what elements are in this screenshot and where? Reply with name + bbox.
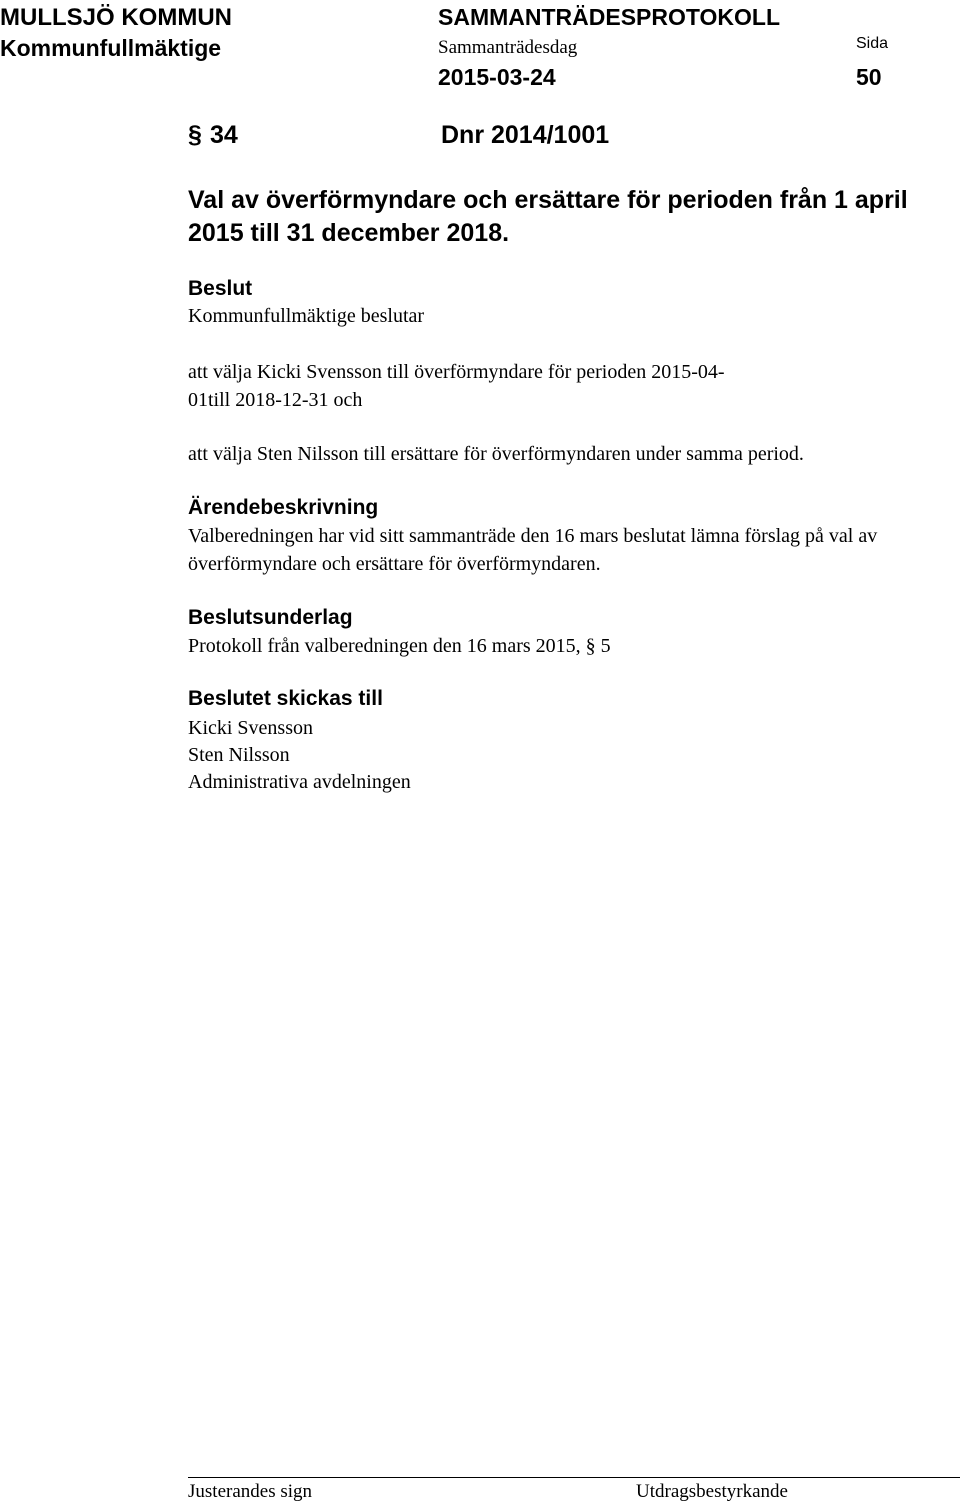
paragraph-sign: § [188,121,202,149]
recipients-heading: Beslutet skickas till [188,687,383,710]
meeting-date: 2015-03-24 [438,64,556,90]
description-heading: Ärendebeskrivning [188,496,379,519]
recipient-item: Administrativa avdelningen [188,771,411,793]
recipient-item: Sten Nilsson [188,744,290,766]
paragraph-number: 34 [210,121,238,149]
footer-certification-label: Utdragsbestyrkande [636,1481,788,1502]
description-text: Valberedningen har vid sitt sammanträde den 16 mars beslutat lämna förslag på val av överförmyndare och ersättare för överförmyndaren. [188,525,878,575]
decision-point-2: att välja Sten Nilsson till ersättare för överförmyndaren under samma period. [188,443,804,465]
dnr-number: Dnr 2014/1001 [441,121,610,149]
recipient-item: Kicki Svensson [188,717,313,739]
decision-point-1: att välja Kicki Svensson till överförmyndare för perioden 2015-04-01till 2018-12-31 och [188,361,725,411]
footer-divider [188,1477,960,1478]
decision-heading: Beslut [188,277,253,300]
organization-name: MULLSJÖ KOMMUN [0,4,232,31]
page-number: 50 [856,64,882,90]
decision-intro: Kommunfullmäktige beslutar [188,305,425,327]
body-name: Kommunfullmäktige [0,35,222,61]
paragraph-heading [188,121,238,150]
item-title: Val av överförmyndare och ersättare för perioden från 1 april 2015 till 31 december 2018. [188,186,908,247]
date-label: Sammanträdesdag [438,37,578,58]
page-label: Sida [856,35,889,52]
footer-signature-label: Justerandes sign [188,1481,313,1502]
document-type: SAMMANTRÄDESPROTOKOLL [438,4,781,30]
basis-text: Protokoll från valberedningen den 16 mars 2015, § 5 [188,635,611,657]
basis-heading: Beslutsunderlag [188,606,353,629]
